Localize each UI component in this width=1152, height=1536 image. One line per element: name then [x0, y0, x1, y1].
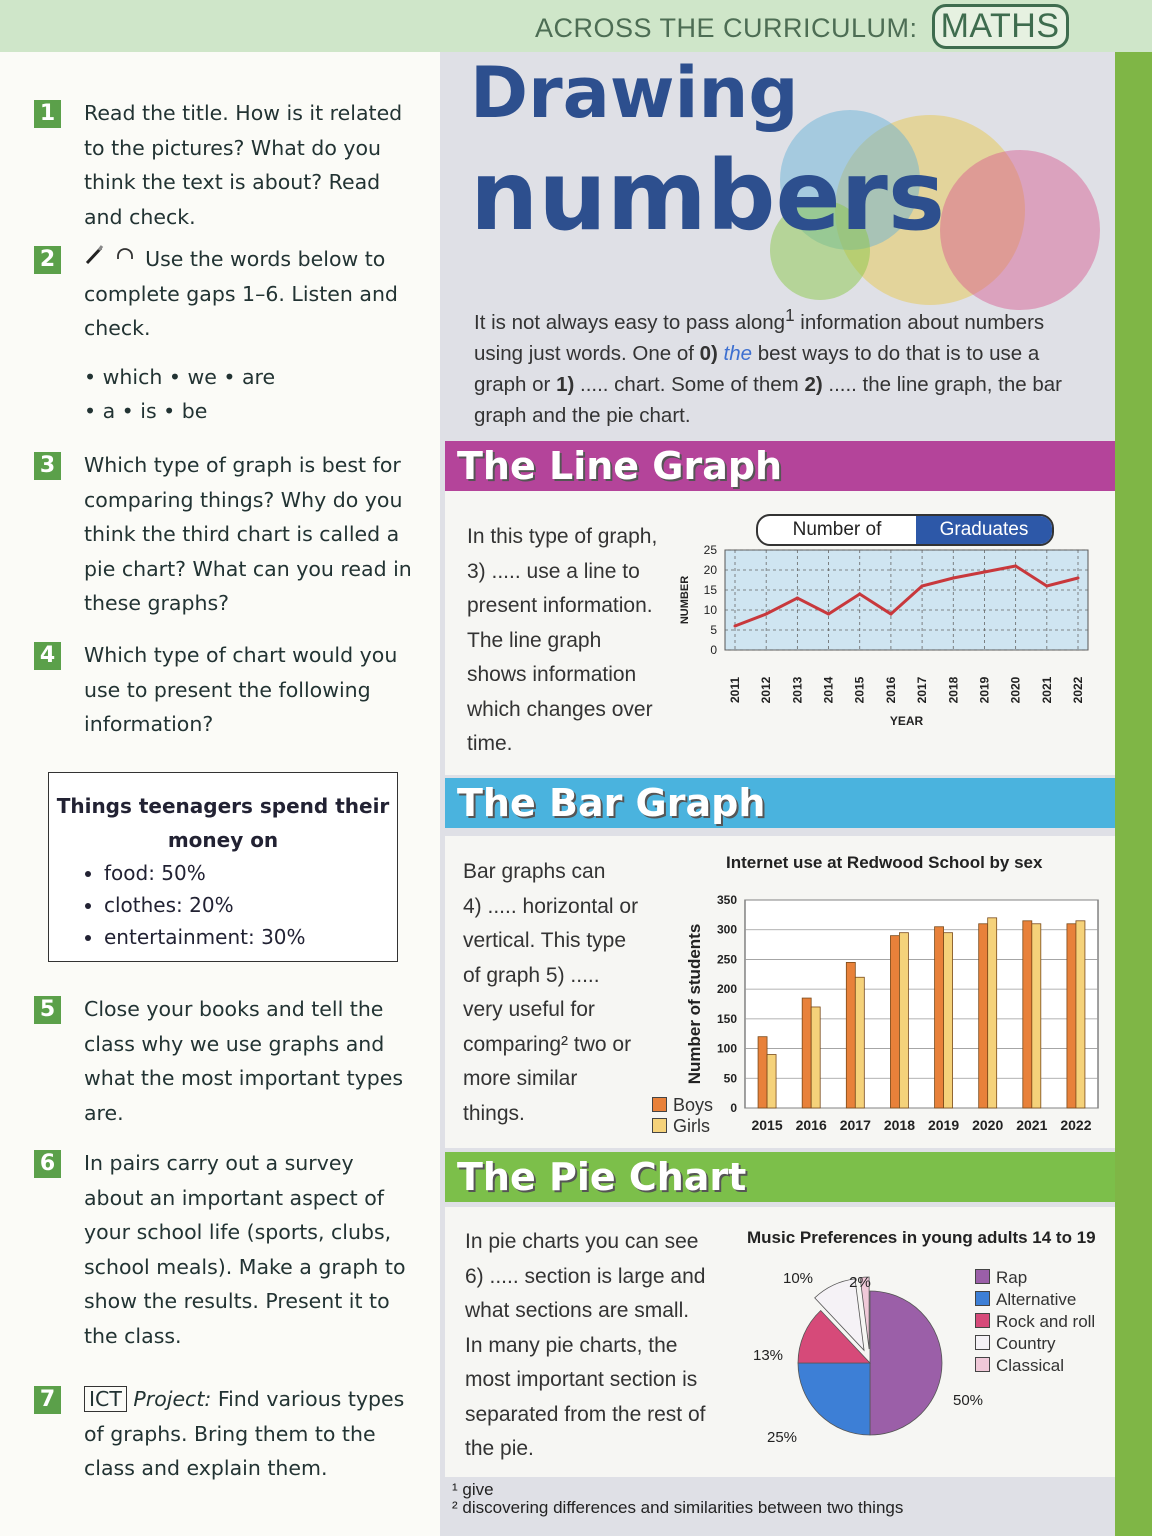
x-tick-label: 2013 — [790, 676, 805, 704]
text-line: Bar graphs can — [463, 860, 606, 883]
x-axis-label: YEAR — [889, 714, 924, 728]
legend-label: Rap — [996, 1268, 1028, 1287]
task-number: 4 — [34, 642, 61, 670]
task-text: Use the words below to complete gaps 1–6. Listen and check. — [84, 247, 398, 340]
headphones-icon — [115, 242, 139, 277]
pie-chart — [740, 1255, 990, 1465]
x-tick-label: 2016 — [795, 1117, 827, 1133]
x-tick-label: 2020 — [972, 1117, 1004, 1133]
project-label: Project: — [133, 1387, 212, 1411]
intro-text: ..... the line graph, the bar graph and the pie chart. — [474, 372, 1063, 427]
y-tick-label: 25 — [703, 545, 717, 557]
slice-label: 50% — [952, 1392, 984, 1409]
legend-swatch — [652, 1097, 667, 1112]
data-point — [889, 613, 892, 616]
bar — [899, 933, 908, 1108]
intro-paragraph — [474, 300, 1074, 431]
task-2 — [34, 242, 419, 429]
legend-item — [975, 1355, 1095, 1377]
pie-slice — [798, 1363, 870, 1435]
bar — [1067, 924, 1076, 1108]
subject-badge: MATHS — [932, 4, 1069, 49]
x-tick-label: 2020 — [1008, 676, 1023, 704]
box-item: • food: 50% — [104, 857, 397, 889]
line-chart-title-left: Number of — [792, 519, 882, 540]
task-text: Find various types of graphs. Bring them to the class and explain them. — [84, 1387, 405, 1480]
task-5 — [34, 992, 419, 1130]
bar — [758, 1037, 767, 1108]
page-header — [535, 4, 1069, 49]
text-line: time. — [467, 732, 513, 755]
data-point — [796, 597, 799, 600]
pie-slice — [870, 1291, 942, 1435]
pencil-icon — [84, 242, 108, 277]
task-text: Read the title. How is it related to the pictures? What do you think the text is about? Read and check. — [84, 101, 403, 229]
pie-chart-title: Music Preferences in young adults 14 to 19 — [747, 1228, 1096, 1247]
task-text: Which type of graph is best for comparing things? Why do you think the third chart is called a pie chart? What can you read in these graphs? — [84, 453, 412, 615]
task-text: Close your books and tell the class why we use graphs and what the most important types are. — [84, 997, 404, 1125]
legend-label: Alternative — [996, 1290, 1077, 1309]
y-tick-label: 300 — [716, 922, 737, 937]
y-tick-label: 200 — [716, 982, 737, 997]
bar — [855, 977, 864, 1108]
text-line: 6) ..... section is large and — [465, 1264, 706, 1288]
y-tick-label: 150 — [716, 1011, 737, 1026]
line-chart-title-right: Graduates — [916, 516, 1052, 544]
bar-graph-heading: The Bar Graph — [445, 778, 1115, 828]
intro-text: It is not always easy to pass along — [474, 310, 786, 334]
header-prefix: ACROSS THE CURRICULUM: — [535, 13, 918, 43]
title-line-2: numbers — [470, 140, 946, 252]
text-line: the pie. — [465, 1437, 534, 1460]
legend-label: Boys — [673, 1095, 714, 1115]
data-point — [983, 571, 986, 574]
task-number: 7 — [34, 1386, 61, 1414]
data-point — [765, 613, 768, 616]
bar — [979, 924, 988, 1108]
legend-item — [975, 1311, 1095, 1333]
bar-chart-title: Internet use at Redwood School by sex — [726, 853, 1043, 872]
word-list-1: • which • we • are — [84, 364, 276, 389]
line-chart-title-pill — [756, 514, 1054, 546]
text-line: vertical. This type — [463, 929, 627, 952]
task-number: 1 — [34, 100, 61, 128]
text-line: 3) ..... use a line to — [467, 559, 640, 583]
bar-graph-text — [463, 855, 638, 1131]
box-item: • clothes: 20% — [104, 889, 397, 921]
text-line: The line graph — [467, 628, 602, 652]
task-number: 2 — [34, 246, 61, 274]
text-line: very useful for — [463, 998, 595, 1021]
task-1 — [34, 96, 419, 234]
data-point — [952, 577, 955, 580]
x-tick-label: 2018 — [883, 1117, 916, 1133]
bar — [1032, 924, 1041, 1108]
page-edge — [1115, 52, 1152, 1536]
bar — [802, 998, 811, 1108]
line-graph-text — [467, 520, 657, 762]
legend-item — [975, 1267, 1095, 1289]
bar — [767, 1055, 776, 1108]
x-tick-label: 2016 — [883, 676, 898, 704]
legend-swatch — [652, 1118, 667, 1133]
task-text: In pairs carry out a survey about an important aspect of your school life (sports, clubs, school meals). Make a graph to show the results. Present it to the class. — [84, 1151, 406, 1348]
text-line: most important section is — [465, 1368, 698, 1391]
y-tick-label: 20 — [703, 563, 717, 577]
bar — [1023, 921, 1032, 1108]
task-2-body — [84, 242, 419, 429]
data-point — [1077, 577, 1080, 580]
box-list — [49, 857, 397, 953]
x-tick-label: 2018 — [946, 676, 961, 704]
title-line-1: Drawing — [470, 52, 799, 134]
task-6 — [34, 1146, 419, 1353]
task-text: Which type of chart would you use to present the following information? — [84, 643, 398, 736]
pie-legend — [975, 1267, 1095, 1377]
gap-0: 0) — [699, 341, 718, 365]
x-tick-label: 2021 — [1016, 1117, 1048, 1133]
text-line: things. — [463, 1101, 525, 1125]
legend-item — [975, 1289, 1095, 1311]
slice-label: 10% — [782, 1270, 814, 1287]
text-line: separated from the rest of — [465, 1402, 706, 1426]
legend-label: Country — [996, 1334, 1056, 1353]
task-4 — [34, 638, 419, 742]
data-point — [827, 613, 830, 616]
text-line: shows information — [467, 663, 637, 686]
text-line: 4) ..... horizontal or — [463, 894, 639, 918]
ict-label: ICT — [84, 1386, 127, 1412]
bar — [944, 933, 953, 1108]
line-chart — [670, 545, 1100, 730]
text-line: more similar — [463, 1067, 578, 1090]
x-tick-label: 2012 — [759, 676, 774, 704]
x-tick-label: 2011 — [728, 676, 742, 704]
task-number: 6 — [34, 1150, 61, 1178]
y-tick-label: 10 — [703, 603, 717, 617]
footnote-2: ² discovering differences and similarities between two things — [452, 1498, 904, 1517]
task-3 — [34, 448, 419, 621]
y-tick-label: 0 — [710, 643, 717, 657]
bar — [811, 1007, 820, 1108]
bar-chart — [670, 880, 1110, 1140]
text-line: what sections are small. — [465, 1299, 690, 1322]
footnote-mark: 1 — [785, 306, 795, 325]
legend-swatch — [975, 1335, 990, 1350]
data-point — [858, 593, 861, 596]
text-line: of graph 5) ..... — [463, 963, 600, 987]
x-tick-label: 2015 — [852, 676, 867, 704]
text-line: In this type of graph, — [467, 525, 658, 548]
intro-text: information about numbers using just words. One of — [474, 310, 1045, 365]
y-tick-label: 15 — [703, 583, 717, 597]
box-item: • entertainment: 30% — [104, 921, 397, 953]
footnote-1: ¹ give — [452, 1480, 494, 1499]
pie-chart-heading: The Pie Chart — [445, 1152, 1115, 1202]
word-list-2: • a • is • be — [84, 399, 208, 423]
x-tick-label: 2014 — [821, 676, 836, 704]
legend-label: Rock and roll — [996, 1312, 1096, 1331]
text-line: present information. — [467, 594, 653, 617]
legend-swatch — [975, 1291, 990, 1306]
task-7-body — [84, 1382, 419, 1486]
gap-2: 2) — [804, 372, 823, 396]
y-tick-label: 5 — [710, 623, 717, 637]
x-tick-label: 2019 — [977, 676, 992, 704]
x-tick-label: 2021 — [1039, 676, 1054, 704]
intro-text: best ways to do that is to use a graph or — [474, 341, 1040, 396]
y-tick-label: 100 — [716, 1041, 737, 1056]
x-tick-label: 2017 — [915, 676, 930, 704]
data-point — [1045, 585, 1048, 588]
text-line: In many pie charts, the — [465, 1333, 678, 1357]
spending-box — [48, 772, 398, 962]
bar — [1076, 921, 1085, 1108]
legend-item — [975, 1333, 1095, 1355]
x-tick-label: 2022 — [1060, 1117, 1092, 1133]
bar — [988, 918, 997, 1108]
text-line: comparing² two or — [463, 1032, 632, 1056]
y-tick-label: 350 — [716, 893, 737, 907]
plot-area — [745, 900, 1098, 1108]
legend-swatch — [975, 1269, 990, 1284]
bar — [890, 936, 899, 1108]
box-heading: Things teenagers spend their money on — [56, 794, 390, 852]
y-axis-label: Number of students — [685, 923, 704, 1085]
intro-text: ..... chart. Some of them — [574, 372, 805, 396]
x-tick-label: 2015 — [751, 1117, 783, 1133]
example-answer: the — [717, 341, 753, 365]
y-tick-label: 0 — [730, 1101, 737, 1115]
slice-label: 25% — [766, 1429, 798, 1446]
x-tick-label: 2017 — [839, 1117, 871, 1133]
line-graph-heading: The Line Graph — [445, 441, 1115, 491]
text-line: which changes over — [467, 697, 653, 721]
legend-label: Classical — [996, 1356, 1065, 1375]
slice-label: 13% — [752, 1347, 784, 1364]
slice-label: 2% — [849, 1274, 871, 1291]
data-point — [921, 585, 924, 588]
data-point — [1014, 565, 1017, 568]
x-tick-label: 2019 — [927, 1117, 960, 1133]
legend-swatch — [975, 1313, 990, 1328]
task-number: 3 — [34, 452, 61, 480]
y-axis-label: NUMBER — [679, 575, 691, 625]
legend-label: Girls — [673, 1116, 710, 1136]
bar — [846, 962, 855, 1108]
pie-chart-text — [465, 1225, 705, 1467]
gap-1: 1) — [556, 372, 575, 396]
text-line: In pie charts you can see — [465, 1230, 699, 1253]
y-tick-label: 250 — [716, 952, 737, 967]
task-number: 5 — [34, 996, 61, 1024]
x-tick-label: 2022 — [1071, 676, 1085, 704]
legend-swatch — [975, 1357, 990, 1372]
y-tick-label: 50 — [723, 1071, 737, 1086]
bar — [935, 927, 944, 1108]
task-7 — [34, 1382, 419, 1486]
data-point — [734, 625, 737, 628]
